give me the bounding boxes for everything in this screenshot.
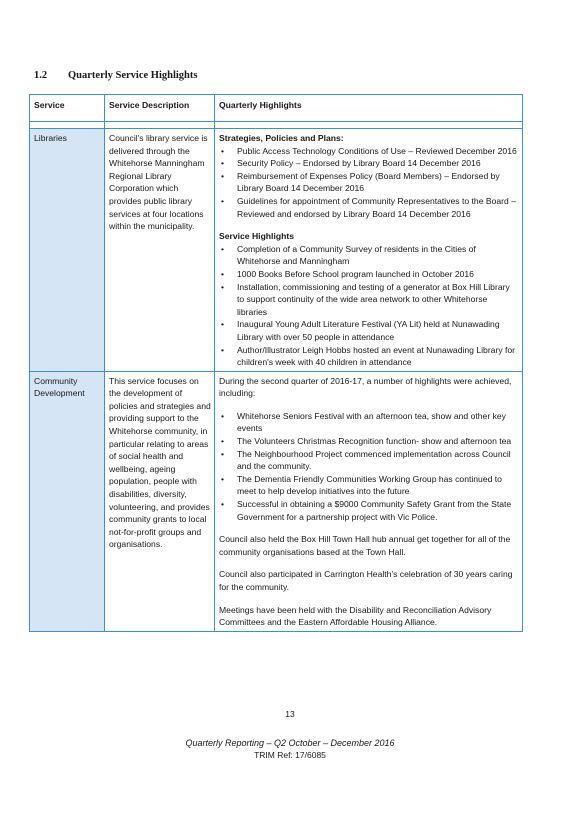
service-highlights-table (29, 94, 523, 632)
table-row-community-development (30, 371, 523, 631)
community-intro: During the second quarter of 2016-17, a number of highlights were achieved, including: (219, 375, 512, 399)
policies-list (219, 145, 519, 221)
header-service: Service (30, 95, 105, 122)
list-item: • The Volunteers Christmas Recognition function- show and afternoon tea (237, 435, 519, 448)
community-highlights-list (219, 410, 519, 523)
community-paragraph: Council also participated in Carrington Health's celebration of 30 years caring for the community. (219, 569, 513, 592)
header-quarterly-highlights: Quarterly Highlights (215, 95, 523, 122)
list-item: • Whitehorse Seniors Festival with an afternoon tea, show and other key events (237, 410, 519, 435)
section-title: Quarterly Service Highlights (68, 70, 198, 81)
section-number: 1.2 (34, 70, 48, 81)
service-community-development: Community Development (30, 371, 105, 631)
list-item: • Public Access Technology Conditions of Use – Reviewed December 2016 (237, 145, 519, 158)
list-item: • Installation, commissioning and testing of a generator at Box Hill Library to support continuity of the wide area network to other Whitehorse libraries (237, 281, 519, 319)
table-header-row (30, 95, 523, 122)
list-item: • Security Policy – Endorsed by Library Board 14 December 2016 (237, 157, 519, 170)
footer-trim-ref: TRIM Ref: 17/6085 (254, 750, 326, 760)
table-spacer-row (30, 122, 523, 129)
list-item: • Author/Illustrator Leigh Hobbs hosted an event at Nunawading Library for children's week with 40 children in attendance (237, 344, 519, 369)
footer-report-title: Quarterly Reporting – Q2 October – December 2016 (185, 738, 395, 748)
list-item: • Completion of a Community Survey of residents in the Cities of Whitehorse and Manningham (237, 243, 519, 268)
header-service-description: Service Description (105, 95, 215, 122)
description-community-development: This service focuses on the development of policies and strategies and providing support to the Whitehorse community, in particular relating to areas of social health and wellbeing, ageing population, people with disabilities, diversity, volunteering, and provides community grants to local not-for-profit groups and organisations. (105, 371, 215, 631)
page-number: 13 (285, 709, 295, 719)
description-libraries: Council's library service is delivered through the Whitehorse Manningham Regional Library Corporation which provides public library services at four locations within the municipality. (105, 129, 215, 372)
list-item: • Guidelines for appointment of Community Representatives to the Board – Reviewed and endorsed by Library Board 14 December 2016 (237, 195, 519, 220)
list-item: • Reimbursement of Expenses Policy (Board Members) – Endorsed by Library Board 14 December 2016 (237, 170, 519, 195)
highlights-community-development (215, 371, 523, 631)
community-paragraph: Council also held the Box Hill Town Hall hub annual get together for all of the community organisations based at the Town Hall. (219, 534, 511, 557)
service-highlights-heading: Service Highlights (219, 231, 294, 242)
table-row-libraries (30, 129, 523, 372)
policies-heading: Strategies, Policies and Plans: (219, 133, 344, 143)
service-libraries: Libraries (30, 129, 105, 372)
list-item: • 1000 Books Before School program launched in October 2016 (237, 268, 519, 281)
list-item: • The Dementia Friendly Communities Working Group has continued to meet to help develop initiatives into the future (237, 473, 519, 498)
list-item: • Inaugural Young Adult Literature Festival (YA Lit) held at Nunawading Library with over 50 people in attendance (237, 318, 519, 343)
library-highlights-list (219, 243, 519, 369)
section-heading (34, 70, 197, 81)
highlights-libraries (215, 129, 523, 372)
list-item: • Successful in obtaining a $9000 Community Safety Grant from the State Government for a partnership project with Vic Police. (237, 498, 519, 523)
community-paragraph: Meetings have been held with the Disability and Reconciliation Advisory Committees and the Eastern Affordable Housing Alliance. (219, 604, 492, 628)
list-item: • The Neighbourhood Project commenced implementation across Council and the community. (237, 448, 519, 473)
